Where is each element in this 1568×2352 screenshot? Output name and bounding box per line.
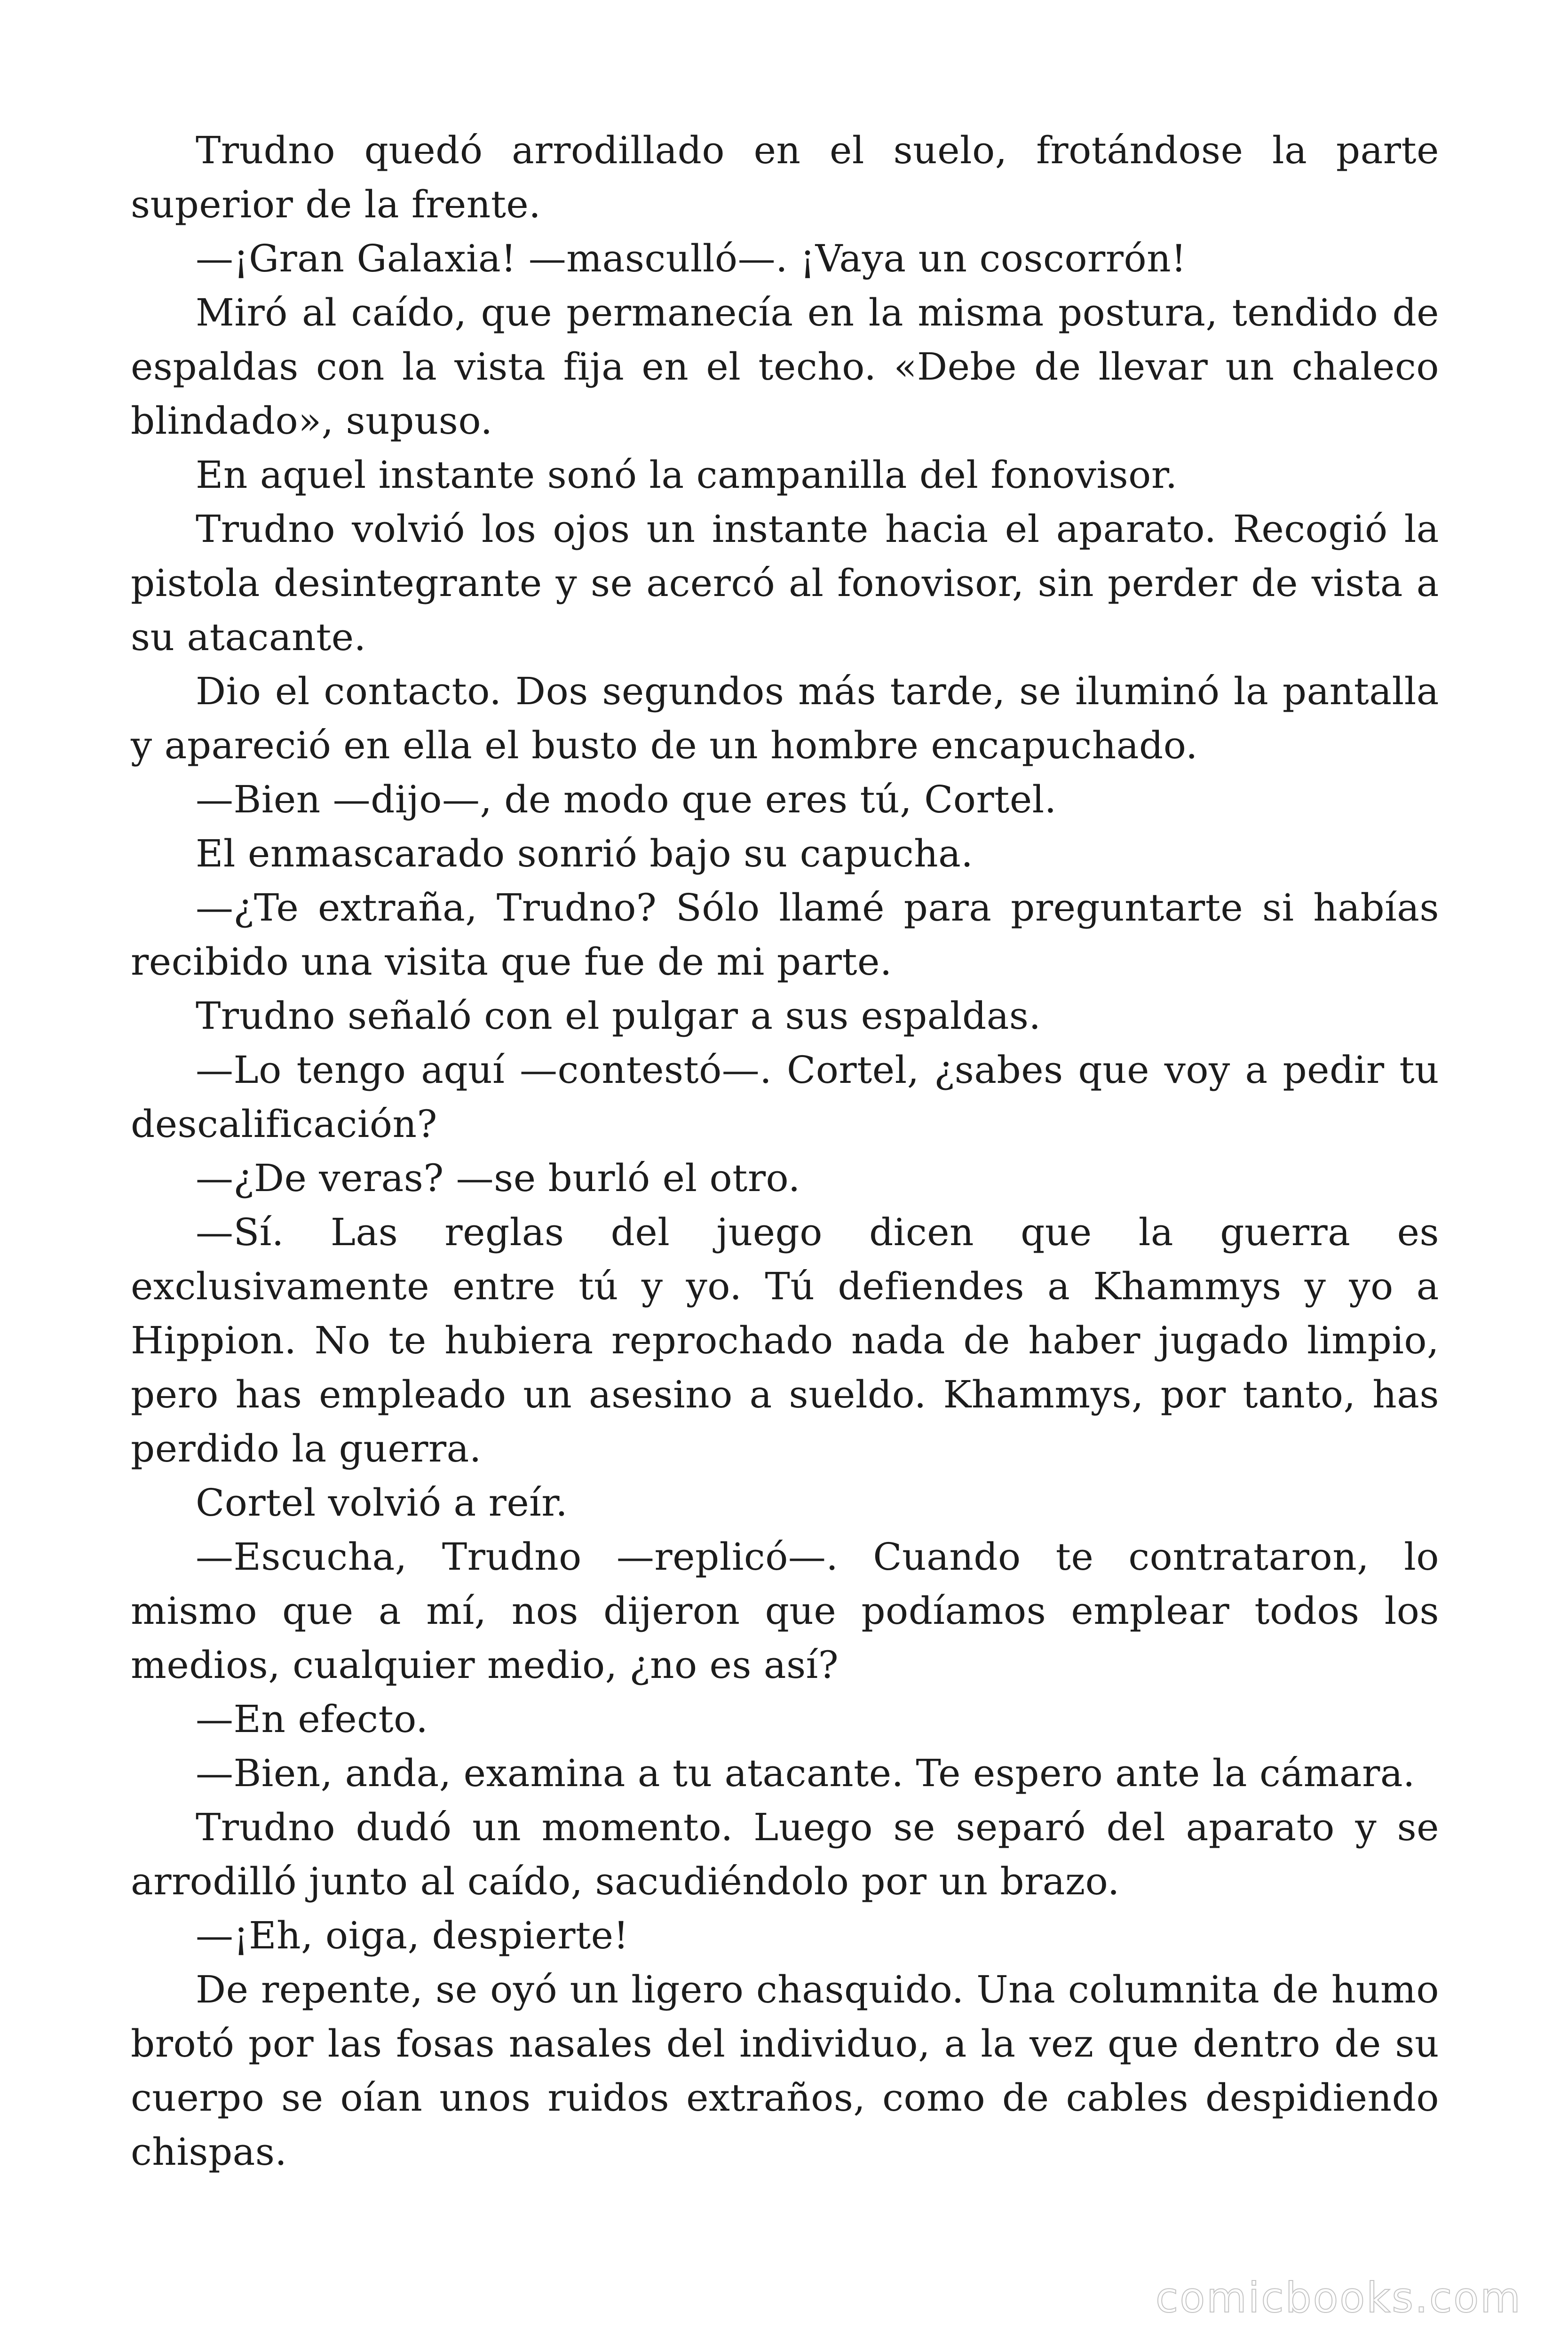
paragraph: —Sí. Las reglas del juego dicen que la guerra es exclusivamente entre tú y yo. Tú defiendes a Khammys y yo a Hippion. No te hubiera reprochado nada de haber jugado limpio, pero has empleado un asesino a sueldo. Khammys, por tanto, has perdido la guerra. — [131, 1210, 1439, 1470]
paragraph: —¿De veras? —se burló el otro. — [196, 1156, 800, 1200]
paragraph: Cortel volvió a reír. — [196, 1481, 568, 1525]
page-body-text — [131, 123, 1439, 2179]
paragraph: Trudno volvió los ojos un instante hacia el aparato. Recogió la pistola desintegrante y se acercó al fonovisor, sin perder de vista a su atacante. — [131, 507, 1439, 659]
paragraph: Trudno quedó arrodillado en el suelo, frotándose la parte superior de la frente. — [131, 128, 1439, 226]
paragraph: El enmascarado sonrió bajo su capucha. — [196, 832, 974, 875]
paragraph: —Escucha, Trudno —replicó—. Cuando te contrataron, lo mismo que a mí, nos dijeron que podíamos emplear todos los medios, cualquier medio, ¿no es así? — [131, 1535, 1439, 1687]
paragraph: —¡Gran Galaxia! —masculló—. ¡Vaya un coscorrón! — [196, 237, 1187, 280]
watermark-text: comicbooks.com — [1155, 2273, 1522, 2322]
paragraph: —¡Eh, oiga, despierte! — [196, 1914, 629, 1957]
paragraph: Trudno señaló con el pulgar a sus espaldas. — [196, 994, 1041, 1038]
paragraph: —Bien —dijo—, de modo que eres tú, Cortel. — [196, 778, 1057, 821]
paragraph: De repente, se oyó un ligero chasquido. Una columnita de humo brotó por las fosas nasales del individuo, a la vez que dentro de su cuerpo se oían unos ruidos extraños, como de cables despidiendo chispas. — [131, 1968, 1439, 2174]
paragraph: Dio el contacto. Dos segundos más tarde, se iluminó la pantalla y apareció en ella el busto de un hombre encapuchado. — [131, 669, 1439, 767]
paragraph: Miró al caído, que permanecía en la misma postura, tendido de espaldas con la vista fija en el techo. «Debe de llevar un chaleco blindado», supuso. — [131, 291, 1439, 443]
paragraph: En aquel instante sonó la campanilla del fonovisor. — [196, 453, 1178, 497]
paragraph: —¿Te extraña, Trudno? Sólo llamé para preguntarte si habías recibido una visita que fue de mi parte. — [131, 886, 1439, 984]
paragraph: —Bien, anda, examina a tu atacante. Te espero ante la cámara. — [196, 1751, 1415, 1795]
paragraph: —En efecto. — [196, 1697, 428, 1741]
paragraph: —Lo tengo aquí —contestó—. Cortel, ¿sabes que voy a pedir tu descalificación? — [131, 1048, 1439, 1146]
paragraph: Trudno dudó un momento. Luego se separó del aparato y se arrodilló junto al caído, sacudiéndolo por un brazo. — [131, 1805, 1439, 1903]
